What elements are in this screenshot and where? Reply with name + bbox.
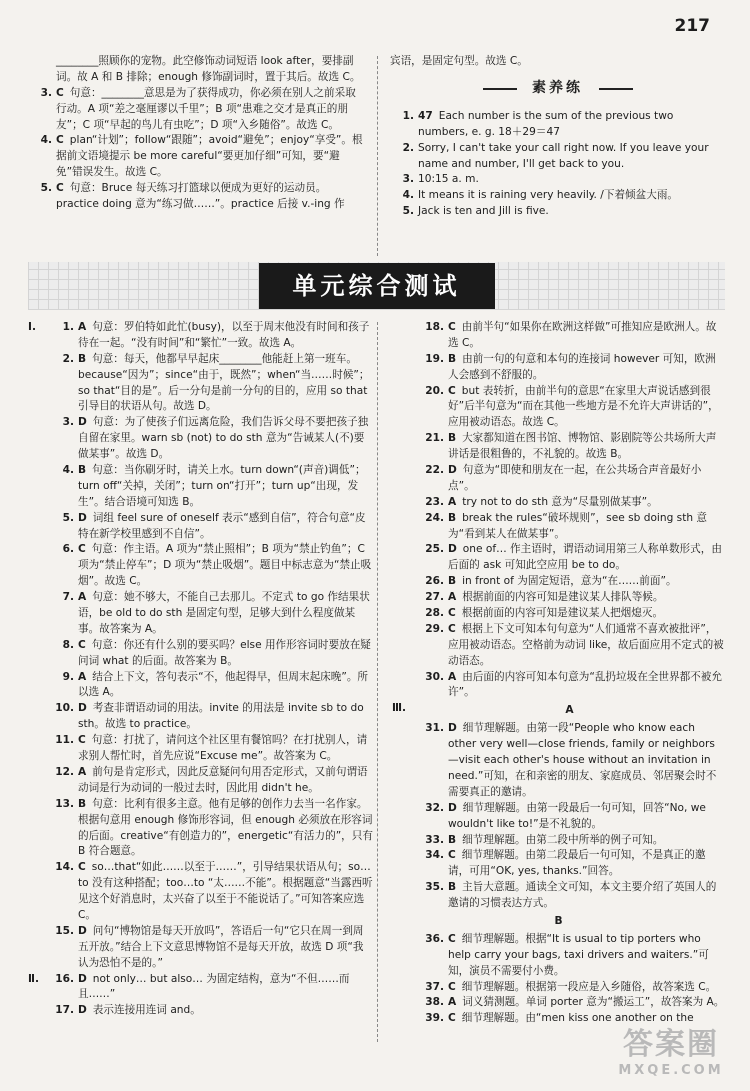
answer-item — [392, 880, 725, 912]
item-answer: D — [78, 924, 87, 937]
section-label: Ⅲ. — [392, 702, 407, 715]
item-text: Sorry, I can't take your call right now. If you leave your name and number, I'll get back to you. — [418, 141, 709, 170]
item-number — [28, 54, 56, 86]
answer-item — [390, 172, 725, 188]
answer-item — [28, 860, 373, 924]
answer-item — [392, 995, 725, 1011]
answer-item — [392, 721, 725, 800]
answer-item — [28, 765, 373, 797]
watermark-url: MXQE.COM — [618, 1063, 724, 1078]
item-number: 1. — [402, 109, 414, 122]
item-text: but 表转折，由前半句的意思“在家里大声说话感到很好”后半句意为“而在其他一些地方是不允许大声讲话的”，应用被动语态。故选 C。 — [448, 384, 719, 429]
answer-item — [28, 133, 363, 181]
item-number: 37. — [425, 980, 444, 993]
item-number: 3. — [62, 416, 74, 429]
item-text: 根据前面的内容可知是建议某人把烟熄灭。 — [461, 607, 664, 620]
item-text: 前句是肯定形式，因此反意疑问句用否定形式，又前句谓语动词是行为动词的一般过去时，因此用 didn't he。 — [78, 765, 368, 794]
item-text: 由前一句的句意和本句的连接词 however 可知，欧洲人会感到不舒服的。 — [448, 352, 716, 381]
item-answer: B — [448, 881, 457, 894]
item-number: 18. — [425, 321, 444, 333]
section-three-header — [392, 701, 725, 721]
item-answer: A — [78, 321, 87, 333]
item-answer: A — [78, 670, 87, 683]
item-answer: C — [448, 607, 456, 620]
item-number: 6. — [62, 543, 74, 556]
item-answer: D — [448, 543, 457, 556]
item-text: 由后面的内容可知本句意为“乱扔垃圾在全世界都不被允许”。 — [448, 670, 722, 699]
banner-title: 单元综合测试 — [259, 263, 495, 309]
item-text: 句意：打扰了，请问这个社区里有餐馆吗？在打扰别人，请求别人帮忙时，首先应说“Excuse me”。故答案为 C。 — [78, 734, 368, 763]
item-answer: D — [78, 416, 87, 429]
answer-item — [392, 622, 725, 670]
bottom-right-column — [392, 320, 725, 1027]
answer-item — [28, 733, 373, 765]
item-number: 21. — [425, 432, 444, 445]
section-label — [28, 765, 50, 797]
answer-item — [392, 590, 725, 606]
section-label — [28, 797, 50, 861]
section-label — [28, 638, 50, 670]
answer-item — [392, 574, 725, 590]
item-number: 27. — [425, 591, 444, 604]
section-label — [28, 733, 50, 765]
item-answer: C — [56, 182, 64, 195]
item-number: 3. — [40, 86, 52, 99]
item-text: 句意：Bruce 每天练习打篮球以便成为更好的运动员。practice doing 意为“练习做……”。practice 后接 v.-ing 作 — [56, 182, 345, 211]
item-text: 词义猜测题。单词 porter 意为“搬运工”，故答案为 A。 — [462, 996, 725, 1009]
item-text: 表示连接用连词 and。 — [92, 1004, 201, 1017]
item-number: 8. — [62, 638, 74, 651]
item-text: 根据前面的内容可知是建议某人排队等候。 — [462, 591, 664, 604]
answer-item — [392, 833, 725, 849]
item-answer: D — [78, 511, 87, 524]
item-answer: B — [78, 797, 87, 810]
item-number: 19. — [425, 352, 444, 365]
item-number: 16. — [55, 972, 74, 985]
item-answer: A — [448, 591, 457, 604]
item-number: 30. — [425, 670, 444, 683]
item-text: 句意为“即使和朋友在一起，在公共场合声音最好小点”。 — [448, 464, 702, 492]
section-label — [28, 415, 50, 463]
item-text: Each number is the sum of the previous two numbers, e. g. 18＋29＝47 — [418, 109, 674, 138]
top-left-column — [28, 54, 363, 213]
item-text: 细节理解题。由第一段“People who know each other very well—close friends, family or neighbors—visit each other's house without an invitation in need.”可知，在和亲密的朋友、家庭成员、邻居聚会时不需要真正的邀请。 — [448, 722, 717, 798]
item-answer: B — [448, 575, 457, 588]
item-number: 36. — [425, 932, 444, 945]
answer-item — [28, 320, 373, 352]
answer-item — [392, 980, 725, 996]
section-label — [28, 511, 50, 543]
answer-item — [392, 606, 725, 622]
item-text: 细节理解题。根据第一段应是入乡随俗，故答案选 C。 — [461, 980, 717, 993]
item-number: 39. — [425, 1012, 444, 1025]
item-text: 结合上下文，答句表示“不，他起得早，但周末起床晚”。所以选 A。 — [78, 670, 369, 699]
item-number: 28. — [425, 607, 444, 620]
item-number: 15. — [55, 924, 74, 937]
answer-item — [392, 542, 725, 574]
item-number: 29. — [425, 622, 444, 635]
item-answer: C — [448, 849, 456, 862]
answer-item — [28, 86, 363, 134]
answer-item — [28, 797, 373, 861]
answer-item — [390, 188, 725, 204]
unit-test-banner — [28, 262, 725, 310]
item-number: 10. — [55, 702, 74, 715]
item-answer: A — [448, 996, 457, 1009]
item-number: 22. — [425, 464, 444, 477]
item-answer: B — [448, 432, 457, 445]
item-answer: C — [78, 543, 86, 556]
answer-item — [392, 1011, 725, 1027]
item-answer: B — [448, 833, 457, 846]
answer-item — [28, 542, 373, 590]
item-text: try not to do sth 意为“尽量别做某事”。 — [462, 495, 658, 508]
section-label — [28, 352, 50, 416]
section-label — [28, 463, 50, 511]
answer-item — [392, 352, 725, 384]
item-text: 句意：你还有什么别的要买吗？else 用作形容词时要放在疑问词 what 的后面。故答案为 B。 — [78, 638, 371, 667]
item-answer: D — [448, 722, 457, 735]
answer-item — [392, 801, 725, 833]
item-number: 20. — [425, 384, 444, 397]
item-text: 句意：为了使孩子们远离危险，我们告诉父母不要把孩子独自留在家里。warn sb (not) to do sth 意为“告诫某人(不)要做某事”。故选 D。 — [78, 416, 369, 461]
answer-item — [28, 638, 373, 670]
item-answer: C — [448, 384, 456, 397]
item-number: 5. — [40, 182, 52, 195]
answer-item — [28, 924, 373, 972]
item-answer: A — [78, 591, 87, 604]
item-number: 32. — [425, 801, 444, 814]
item-answer: B — [78, 352, 87, 365]
answer-item — [28, 670, 373, 702]
item-text: 句意：当你刷牙时，请关上水。turn down“(声音)调低”；turn off“关掉，关闭”；turn on“打开”；turn up“出现，发生”。结合语境可知选 B。 — [78, 464, 366, 508]
answer-item — [28, 463, 373, 511]
item-text: 问句“博物馆是每天开放吗”，答语后一句“它只在周一到周五开放。”结合上下文意思博物馆不是每天开放，故选 D 项“我认为恐怕不是的。” — [78, 924, 364, 969]
item-text: 细节理解题。由第二段中所举的例子可知。 — [462, 833, 664, 846]
passage-a-label: A — [565, 704, 574, 717]
item-number: 14. — [55, 861, 74, 874]
section-title-suyang: 素养练 — [483, 78, 633, 99]
section-label — [28, 701, 50, 733]
answer-item — [392, 495, 725, 511]
item-answer: C — [56, 86, 64, 99]
item-text: 句意：作主语。A 项为“禁止照相”；B 项为“禁止钓鱼”；C 项为“禁止停车”；D 项为“禁止吸烟”。题目中标志意为“禁止吸烟”。故选 C。 — [78, 543, 372, 588]
bottom-left-column — [28, 320, 373, 1019]
item-text: 句意：每天，他都早早起床________他能赶上第一班车。because“因为”；since“由于，既然”；when“当……时候”；so that“目的是”。后一分句是前一分句的目的，应用 so that 引导目的状语从句。故选 D。 — [78, 352, 370, 413]
item-text: 句意：比利有很多主意。他有足够的创作力去当一名作家。根据句意用 enough 修饰形容词，但 enough 必须放在形容词的后面。creative“有创造力的”，energetic“有活力的”，只有 B 符合题意。 — [78, 797, 373, 858]
answer-item — [390, 109, 725, 141]
item-answer: C — [78, 638, 86, 651]
item-number: 26. — [425, 575, 444, 588]
item-number: 35. — [425, 881, 444, 894]
answer-item — [28, 54, 363, 86]
item-number: 17. — [55, 1004, 74, 1017]
section-label: Ⅰ. — [28, 321, 36, 333]
item-text: 根据上下文可知本句句意为“人们通常不喜欢被批评”，应用被动语态。空格前为动词 like，故后面应用不定式的被动语态。 — [448, 622, 724, 667]
item-text: It means it is raining very heavily. /下着倾盆大雨。 — [418, 189, 679, 202]
item-text: Jack is ten and Jill is five. — [418, 205, 549, 218]
item-number: 38. — [425, 996, 444, 1009]
item-text: 句意：________意思是为了获得成功，你必须在别人之前采取行动。A 项“差之毫厘谬以千里”；B 项“患难之交才是真正的朋友”；C 项“早起的鸟儿有虫吃”；D 项“入乡随俗”。故选 C。 — [56, 86, 356, 131]
item-answer: D — [78, 972, 87, 985]
item-text: 10:15 a. m. — [418, 173, 479, 186]
answer-item — [28, 701, 373, 733]
item-text: 细节理解题。由“men kiss one another on the — [461, 1012, 694, 1025]
site-watermark — [606, 1029, 736, 1085]
item-answer: C — [56, 134, 64, 147]
item-answer: B — [448, 352, 457, 365]
passage-b-label: B — [554, 914, 563, 927]
section-label — [28, 542, 50, 590]
answer-item — [28, 972, 373, 1004]
answer-item — [390, 204, 725, 220]
item-text: 由前半句“如果你在欧洲这样做”可推知应是欧洲人。故选 C。 — [448, 321, 717, 349]
item-number: 23. — [425, 495, 444, 508]
item-text: in front of 为固定短语，意为“在……前面”。 — [462, 575, 677, 588]
item-answer: C — [78, 861, 86, 874]
item-text: 细节理解题。由第一段最后一句可知，回答“No, we wouldn't like to!”是不礼貌的。 — [448, 801, 706, 830]
answer-item — [28, 590, 373, 638]
item-answer: D — [78, 1004, 87, 1017]
item-answer: C — [448, 321, 456, 333]
item-number: 24. — [425, 511, 444, 524]
item-number: 34. — [425, 849, 444, 862]
answer-item — [392, 848, 725, 880]
item-text: so…that“如此……以至于……”，引导结果状语从句；so…to 没有这种搭配；too…to “太……不能”。根据题意“当露西听见这个好消息时，太兴奋了以至于不能说话了。”可知答案应选 C。 — [78, 861, 373, 921]
item-text: 细节理解题。根据“It is usual to tip porters who help carry your bags, taxi drivers and waiters.”可知，演员不需要付小费。 — [448, 932, 709, 977]
item-answer: A — [448, 670, 457, 683]
item-text: 大家都知道在图书馆、博物馆、影剧院等公共场所大声讲话是很粗鲁的，不礼貌的。故选 B。 — [448, 432, 717, 461]
answer-item — [28, 511, 373, 543]
item-number: 25. — [425, 543, 444, 556]
item-text: 句意：罗伯特如此忙(busy)，以至于周末他没有时间和孩子待在一起。“没有时间”和“繁忙”一致。故选 A。 — [78, 321, 370, 349]
item-answer: D — [448, 464, 457, 477]
item-number: 5. — [62, 511, 74, 524]
column-divider-bottom — [377, 322, 378, 1042]
section-label — [28, 860, 50, 924]
item-text: not only… but also… 为固定结构，意为“不但……而且……” — [78, 972, 350, 1001]
item-answer: C — [448, 980, 456, 993]
item-number: 9. — [62, 670, 74, 683]
item-answer: A — [78, 765, 87, 778]
answer-item — [392, 384, 725, 432]
item-number: 11. — [55, 734, 74, 747]
item-text: ________照顾你的宠物。此空修饰动词短语 look after，要排副词。故 A 和 B 排除；enough 修饰副词时，置于其后。故选 C。 — [56, 55, 361, 83]
section-label — [28, 670, 50, 702]
continued-text: 宾语，是固定句型。故选 C。 — [390, 55, 528, 67]
item-text: one of… 作主语时，谓语动词用第三人称单数形式，由后面的 ask 可知此空应用 be to do。 — [448, 543, 722, 572]
item-number: 2. — [402, 141, 414, 154]
answer-item — [28, 1003, 373, 1019]
item-number: 33. — [425, 833, 444, 846]
item-number: 4. — [40, 134, 52, 147]
section-label — [28, 590, 50, 638]
answer-item — [392, 463, 725, 495]
answer-item — [390, 141, 725, 173]
item-text: plan“计划”；follow“跟随”；avoid“避免”；enjoy“享受”。根据前文语境提示 be more careful“要更加仔细”可知，要“避免”错误发生。故选 C。 — [56, 134, 363, 179]
item-number: 4. — [402, 189, 414, 202]
item-number: 13. — [55, 797, 74, 810]
item-answer: 47 — [418, 109, 433, 122]
watermark-logo-text: 答案圈 — [623, 1027, 719, 1062]
item-answer: A — [448, 495, 457, 508]
item-answer: B — [78, 464, 87, 477]
item-answer: D — [448, 801, 457, 814]
item-number: 7. — [62, 591, 74, 604]
item-answer: C — [448, 932, 456, 945]
section-label — [28, 924, 50, 972]
item-number: 1. — [62, 321, 74, 333]
item-text: 词组 feel sure of oneself 表示“感到自信”，符合句意“皮特在新学校里感到不自信”。 — [78, 511, 366, 540]
item-text: break the rules“破坏规则”，see sb doing sth 意为“看到某人在做某事”。 — [448, 511, 708, 540]
answer-item — [28, 181, 363, 213]
item-number: 4. — [62, 464, 74, 477]
section-label: Ⅱ. — [28, 972, 40, 985]
answer-item — [28, 415, 373, 463]
item-number: 3. — [402, 173, 414, 186]
item-text: 句意：她不够大，不能自己去那儿。不定式 to go 作结果状语，be old to do sth 是固定句型，足够大到什么程度做某事。故答案为 A。 — [78, 591, 370, 635]
top-right-column — [390, 54, 725, 220]
item-number: 5. — [402, 205, 414, 218]
item-text: 细节理解题。由第二段最后一句可知，不是真正的邀请，可用“OK, yes, thanks.”回答。 — [448, 849, 706, 878]
item-text: 考查非谓语动词的用法。invite 的用法是 invite sb to do sth。故选 to practice。 — [78, 702, 364, 731]
answer-item — [392, 511, 725, 543]
page-number: 217 — [674, 16, 710, 36]
column-divider-top — [377, 56, 378, 256]
answer-item — [392, 431, 725, 463]
item-text: 主旨大意题。通读全文可知，本文主要介绍了英国人的邀请的习惯表达方式。 — [448, 881, 717, 910]
answer-item — [392, 320, 725, 352]
section-label — [28, 1003, 50, 1019]
item-answer: B — [448, 511, 457, 524]
answer-item — [392, 932, 725, 980]
answer-item — [28, 352, 373, 416]
item-number: 31. — [425, 722, 444, 735]
item-answer: D — [78, 702, 87, 715]
item-answer: C — [448, 622, 456, 635]
item-answer: C — [78, 734, 86, 747]
answer-item — [392, 670, 725, 702]
item-number: 2. — [62, 352, 74, 365]
item-number: 12. — [55, 765, 74, 778]
item-answer: C — [448, 1012, 456, 1025]
